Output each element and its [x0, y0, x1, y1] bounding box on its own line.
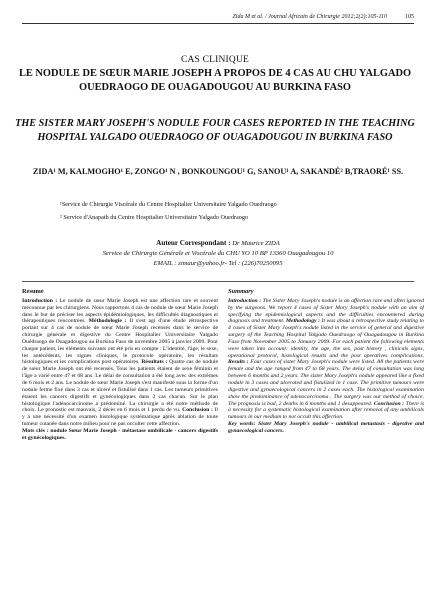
- resume-heading: Résumé: [22, 289, 44, 295]
- resume-conclusion-text: Il y a une nécessité d'un examen histologique systématique après ablation de toute tumeur cutanée dans notre milieu pour ne pas occulter cette affection.: [22, 407, 218, 428]
- running-header: [22, 14, 414, 20]
- correspondence-block: [22, 238, 414, 269]
- section-label: CAS CLINIQUE: [180, 55, 250, 65]
- page-number: 105: [405, 14, 414, 20]
- resume-keywords: [22, 428, 218, 442]
- resume-intro-label: Introduction :: [22, 297, 58, 304]
- resume-body: [22, 298, 218, 428]
- summary-keywords-label: Key words:: [228, 421, 256, 428]
- author-list: ZIDA¹ M, KALMOGHO¹ E, ZONGO¹ N , BONKOUNGOU¹ G, SANOU¹ A, SAKANDÉ² B,TRAORÉ¹ SS.: [32, 167, 404, 176]
- title-english: THE SISTER MARY JOSEPH'S NODULE FOUR CASES REPORTED IN THE TEACHING HOSPITAL YALGADO OUEDRAOGO OF OUAGADOUGOU IN BURKINA FASO: [15, 118, 415, 143]
- running-title: Zida M et al. / Journal Africain de Chirurgie 2012;2(2):105-110: [232, 14, 387, 20]
- summary-keywords-text: Sister Mary Joseph's nodule - umbilical metastasis - digestive and gynaecological cancers.: [228, 421, 424, 434]
- summary-column: [228, 289, 424, 589]
- resume-keywords-label: Mots clés :: [22, 427, 49, 434]
- summary-method-text: It was about a retrospective study relating to 4 cases of Sister Mary Joseph's nodule listed in the service of general and digestive surgery of the Teaching Hospital Yalgado Ouedraogo of Ouagadougou in Burkina Faso from November 2005 to January 2009. For each patient the following elements were taken into account: identity, the age, the sex, past history , clinicals signs, operational protocol, histological results and the post operatives complications.: [228, 318, 424, 359]
- correspondent-name: Dr Maurice ZIDA: [232, 240, 280, 247]
- summary-keywords: [228, 421, 424, 435]
- summary-intro-label: Introduction :: [228, 297, 262, 304]
- resume-results-text: Quatre cas de nodule de sœur Marie Joseph ont été recensés. Tous les patients étaient de sexe féminin et l'âge a varié entre 47 et 68 ans. Le délai de consultation a été long avec des extrêmes de 6 mois et 2 ans. Le nodule de sœur Marie Joseph s'est manifesté sous la forme d'un nodule ferme fixé dans 3 cas et ulcéré et fistulisé dans 1 cas. Les tumeurs primitives étaient les cancers digestifs et gynécologiques dans 2 cas chacun. Sur le plan histologique l'adénocarcinome a prédominé. La chirurgie a été notre méthode de choix. Le pronostic est mauvais, 2 décès en 6 mois et 1 perdu de vu.: [22, 359, 218, 414]
- correspondent-label: Auteur Correspondant :: [156, 239, 231, 247]
- title-french: LE NODULE DE SŒUR MARIE JOSEPH A PROPOS DE 4 CAS AU CHU YALGADO OUEDRAOGO DE OUAGADOUGOU AU BURKINA FASO: [18, 68, 412, 93]
- summary-conclusion-text: There is a necessity for a systematic histological examination after removal of any umbilicals tumours in our medium to not occult this affection.: [228, 400, 424, 421]
- resume-column: [22, 289, 218, 589]
- summary-body: [228, 298, 424, 421]
- summary-results-text: Four cases of sister Mary Joseph's nodule were listed. All the patients were female and the age ranged from 47 to 68 years. The delay of consultation was long between 6 months and 2 years. The sister Mary Joseph's nodule appeared like a fixed nodule in 3 cases and ulcerated and fistulized in 1 case. The primitive tumours were digestive and gynaecological cancers in 2 cases each. The histological examination show the predominance of adenocarcinoma . The surgery was our method of choice. The prognosis is bad, 2 deaths in 6 months and 1 desappeared.: [228, 359, 424, 407]
- resume-method-text: Il s'est agi d'une étude rétrospective portant sur 4 cas de nodule de sœur Marie Joseph recensés dans le service de chirurgie générale et digestive du Centre Hospitalier Universitaire Yalgado Ouédraogo de Ouagadougou au Burkina Faso de novembre 2005 à janvier 2009. Pour chaque patient, les éléments suivants ont été pris en compte : L'identité, l'âge, le sexe, les antécédents, les signes cliniques, le protocole opératoire, les résultats histologiques et les complications post opératoires.: [22, 318, 218, 366]
- resume-conclusion-label: Conclusion :: [182, 407, 213, 414]
- section-divider: [22, 281, 414, 282]
- correspondent-address: Service de Chirurgie Générale et Viscérale du CHU YO 10 BP 13360 Ouagadougou 10: [102, 250, 334, 257]
- resume-method-label: Méthodologie :: [88, 318, 127, 325]
- affiliation-2: ² Service d'Anapath du Centre Hospitalier Universitaire Yalgado Ouedraogo: [60, 214, 249, 221]
- resume-intro-text: Le nodule de sœur Marie Joseph est une affection rare et souvent méconnue par les chirurgiens. Nous rapportons 4 cas de nodule de sœur Marie Joseph dans le but de préciser les aspects épidémiologiques, les difficultés diagnostiques et thérapeutiques rencontrées.: [22, 297, 218, 325]
- affiliation-1: ¹Service de Chirurgie Viscérale du Centre Hospitalier Universitaire Yalgado Ouedraogo: [60, 201, 277, 208]
- resume-results-label: Résultats :: [141, 359, 168, 366]
- summary-conclusion-label: Conclusion :: [373, 400, 405, 407]
- header-rule: [22, 23, 414, 24]
- summary-method-label: Methodology :: [285, 318, 321, 325]
- summary-intro-text: The Sister Mary Joseph's nodule is an affection rare and often ignored by the surgeons. We report 4 cases of Sister Mary Joseph's nodule with an aim of specifying the epidemiological aspects and the difficulties encountered during diagnosis and treatment.: [228, 297, 424, 325]
- correspondent-contact: EMAIL : zimaur@yahoo.fr- Tel : (226)70250095: [153, 260, 283, 267]
- summary-heading: Summary: [228, 289, 254, 295]
- summary-results-label: Results :: [228, 359, 249, 366]
- resume-keywords-text: nodule Sœur Marie Joseph - métastase ombilicale - cancers digestifs et gynécologiques.: [22, 427, 218, 441]
